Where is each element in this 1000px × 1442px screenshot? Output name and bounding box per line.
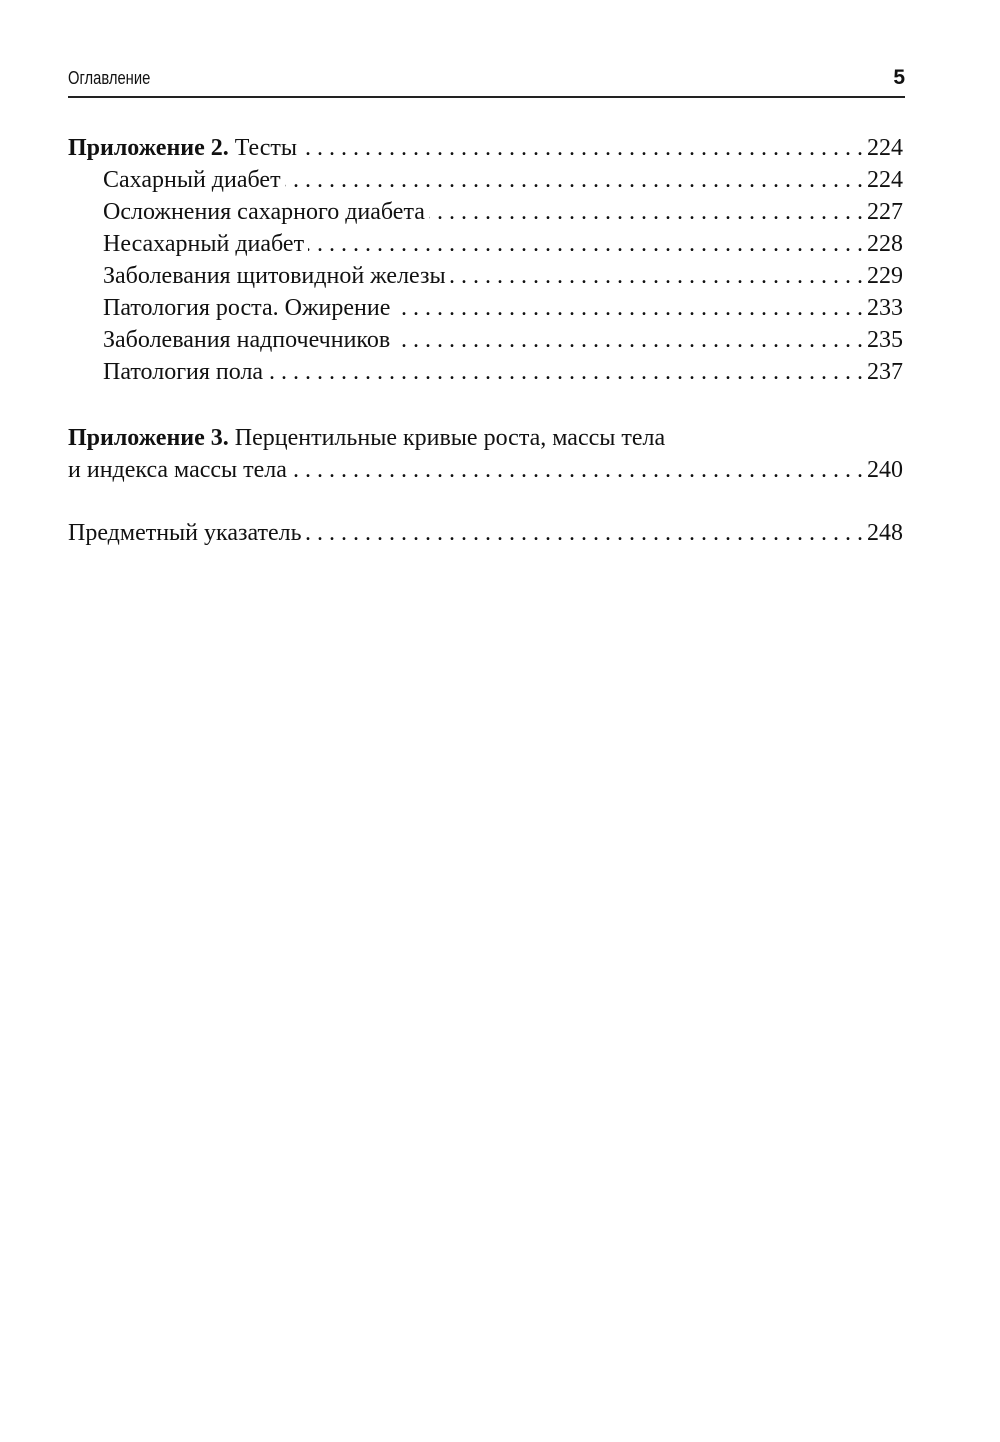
entry-title: Патология роста. Ожирение	[103, 295, 391, 321]
dot-leader	[306, 517, 863, 549]
entry-title: Осложнения сахарного диабета	[103, 199, 425, 225]
dot-leader	[394, 292, 863, 324]
entry-page: 248	[867, 520, 903, 546]
header-section-title: Оглавление	[68, 68, 151, 88]
toc-subentry	[68, 164, 903, 196]
entry-title: Предметный указатель	[68, 520, 302, 546]
entry-title: Заболевания надпочечников	[103, 327, 391, 353]
toc-appendix-3	[68, 422, 903, 486]
entry-label: Приложение 2.	[68, 135, 229, 161]
entry-title: Патология пола	[103, 359, 264, 385]
entry-title: Заболевания щитовидной железы	[103, 263, 446, 289]
entry-page: 235	[867, 327, 903, 353]
entry-page: 224	[867, 167, 903, 193]
dot-leader	[267, 356, 863, 388]
dot-leader	[308, 228, 863, 260]
toc-subentry	[68, 356, 903, 388]
entry-page: 237	[867, 359, 903, 385]
toc-subentry	[68, 196, 903, 228]
toc-entry-line2	[68, 454, 903, 486]
toc-entry	[68, 132, 903, 164]
dot-leader	[394, 324, 863, 356]
entry-page: 224	[867, 135, 903, 161]
dot-leader	[291, 454, 863, 486]
toc-appendix-2	[68, 132, 903, 388]
entry-page: 227	[867, 199, 903, 225]
toc-index	[68, 517, 903, 549]
entry-page: 240	[867, 457, 903, 483]
toc-subentry	[68, 324, 903, 356]
toc-subentry	[68, 292, 903, 324]
entry-title: Несахарный диабет	[103, 231, 305, 257]
toc-subentry	[68, 260, 903, 292]
running-header	[68, 66, 905, 98]
toc-subentry	[68, 228, 903, 260]
entry-page: 233	[867, 295, 903, 321]
entry-label: Приложение 3.	[68, 425, 229, 451]
dot-leader	[450, 260, 863, 292]
header-page-number: 5	[893, 66, 905, 89]
entry-page: 229	[867, 263, 903, 289]
toc-entry-line1	[68, 422, 903, 454]
dot-leader	[301, 132, 863, 164]
entry-title: Тесты	[234, 135, 298, 161]
entry-title-cont: и индекса массы тела	[68, 457, 287, 483]
dot-leader	[285, 164, 863, 196]
entry-title: Перцентильные кривые роста, массы тела	[234, 425, 666, 451]
entry-title: Сахарный диабет	[103, 167, 281, 193]
dot-leader	[429, 196, 863, 228]
toc-entry	[68, 517, 903, 549]
entry-page: 228	[867, 231, 903, 257]
